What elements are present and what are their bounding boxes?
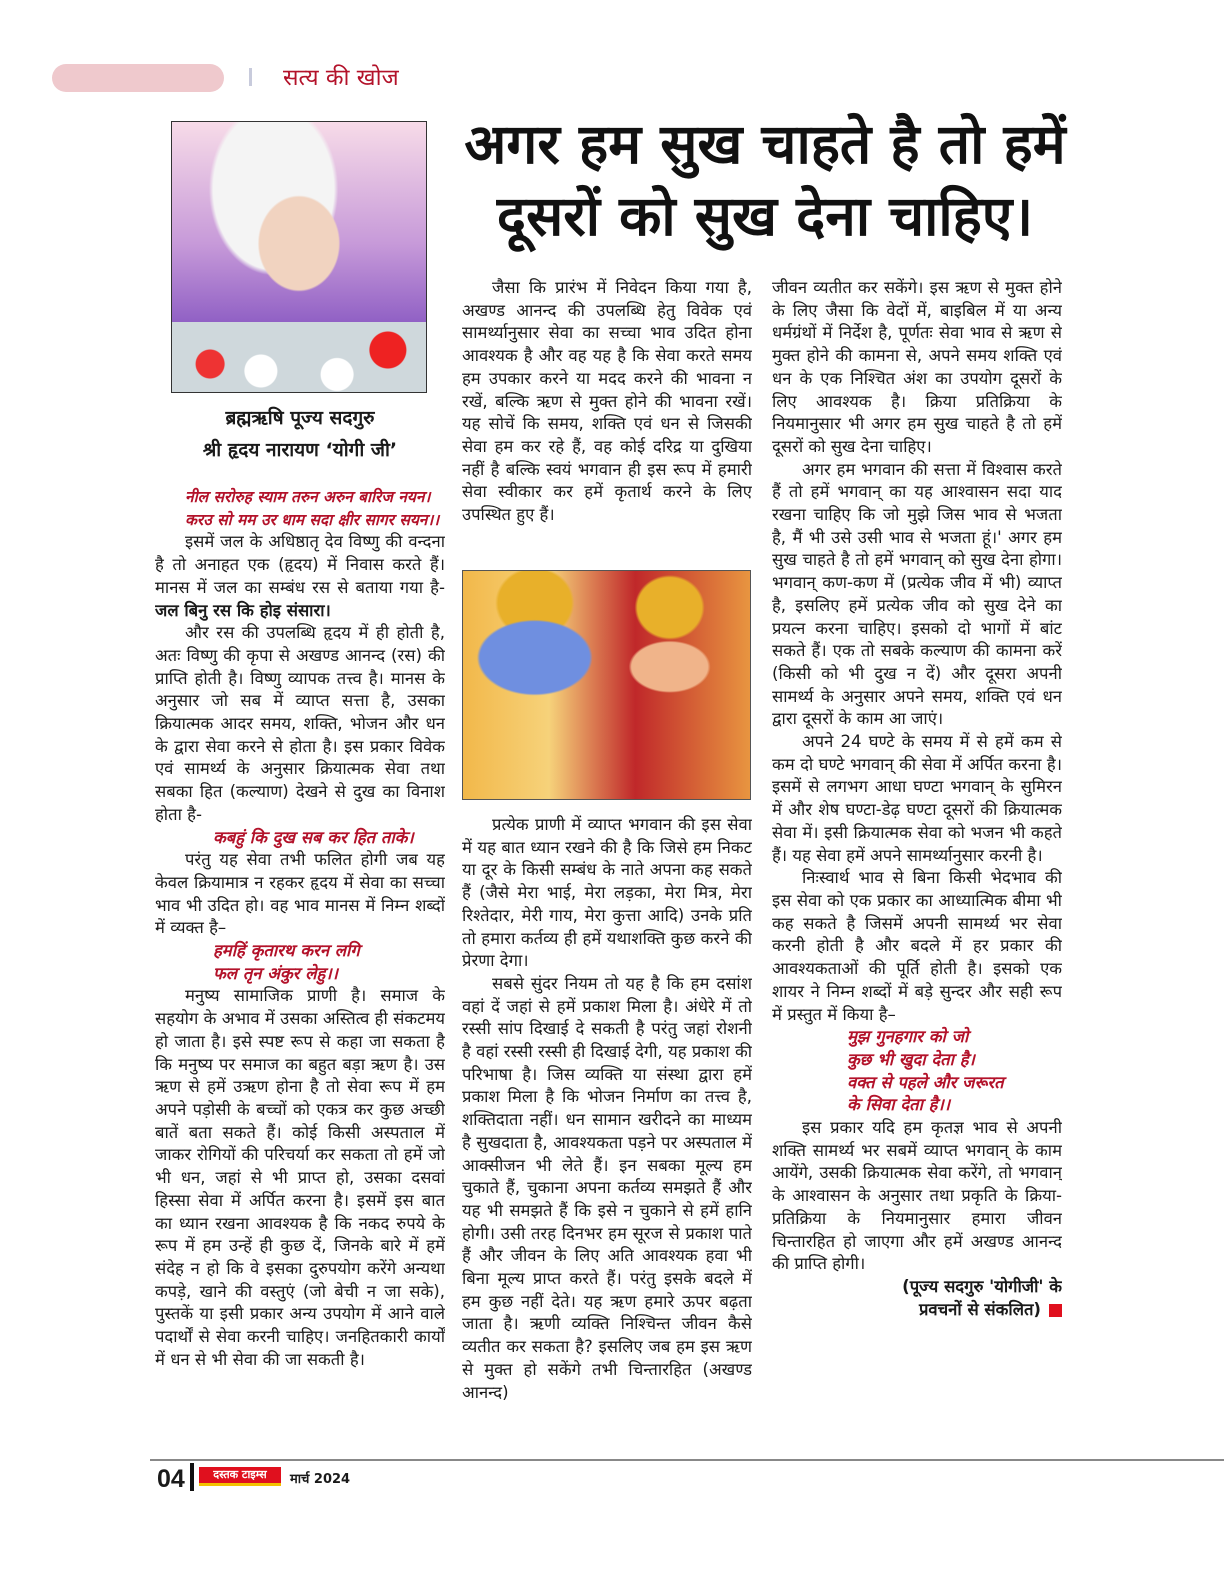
headline-line-2: दूसरों को सुख देना चाहिए। bbox=[496, 184, 1034, 248]
verse-line: फल तृन अंकुर लेहु।। bbox=[213, 963, 338, 983]
deity-image bbox=[462, 570, 751, 800]
header-divider bbox=[249, 68, 252, 86]
verse-line: मुझ गुनहगार को जो bbox=[847, 1027, 969, 1047]
article-column-1 bbox=[155, 486, 445, 1446]
article-column-2-top bbox=[462, 277, 752, 562]
section-title: सत्य की खोज bbox=[283, 65, 399, 91]
verse-line: वक्त से पहले और जरूरत bbox=[847, 1072, 1004, 1092]
page-number: 04 bbox=[157, 1465, 185, 1493]
verse-line: के सिवा देता है।। bbox=[847, 1095, 951, 1115]
header-pill bbox=[52, 64, 224, 92]
body-paragraph: प्रत्येक प्राणी में व्याप्त भगवान की इस सेवा में यह बात ध्यान रखने की है कि जिसे हम निकट या दूर के किसी सम्बंध के नाते अपना कह सकते हैं (जैसे मेरा भाई, मेरा लड़का, मेरा मित्र, मेरा रिश्तेदार, मेरी गाय, मेरा कुत्ता आदि) उनके प्रति तो हमारा कर्तव्य ही हमें यथाशक्ति कुछ करने की प्रेरणा देगा। bbox=[462, 815, 752, 971]
article-column-2-bottom bbox=[462, 814, 752, 1444]
magazine-logo: दस्तक टाइम्स bbox=[199, 1467, 281, 1486]
end-mark-icon bbox=[1049, 1304, 1062, 1317]
footer-divider bbox=[190, 1463, 194, 1491]
body-paragraph: अपने 24 घण्टे के समय में से हमें कम से कम दो घण्टे भगवान् की सेवा में अर्पित करना है। इसमें से लगभग आधा घण्टा भगवान् के सुमिरन में और शेष घण्टा-डेढ़ घण्टा दूसरों की क्रियात्मक सेवा में। इसी क्रियात्मक सेवा को भजन भी कहते हैं। यह सेवा हमें अपने सामर्थ्यानुसार करनी है। bbox=[772, 732, 1062, 865]
verse-line: हमहिं कृतारथ करन लगि bbox=[213, 941, 360, 961]
portrait-caption bbox=[160, 402, 440, 466]
body-paragraph: सबसे सुंदर नियम तो यह है कि हम दसांश वहां दें जहां से हमें प्रकाश मिला है। अंधेरे में तो रस्सी सांप दिखाई दे सकती है परंतु जहां रोशनी है वहां रस्सी रस्सी ही दिखाई देगी, यह प्रकाश की परिभाषा है। जिस व्यक्ति या संस्था द्वारा हमें प्रकाश मिला है कि भोजन निर्माण का तत्त्व है, शक्तिदाता नहीं। धन सामान खरीदने का माध्यम है सुखदाता है, आवश्यकता पड़ने पर अस्पताल में आक्सीजन भी लेते हैं। इन सबका मूल्य हम चुकाते हैं, चुकाना अपना कर्तव्य समझते हैं और यह भी समझते हैं कि इसे न चुकाने से हमें हानि होगी। उसी तरह दिनभर हम सूरज से प्रकाश पाते हैं और जीवन के लिए अति आवश्यक हवा भी बिना मूल्य प्राप्त करते हैं। परंतु इसके बदले में हम कुछ नहीं देते। यह ऋण हमारे ऊपर बढ़ता जाता है। ऋणी व्यक्ति निश्चिन्त जीवन कैसे व्यतीत कर सकता है? इसलिए जब हम इस ऋण से मुक्त हो सकेंगे तभी चिन्तारहित (अखण्ड आनन्द) bbox=[462, 973, 752, 1402]
headline-line-1: अगर हम सुख चाहते है तो हमें bbox=[464, 112, 1066, 176]
footer-rule bbox=[150, 1459, 1224, 1461]
article-credit bbox=[772, 1276, 1062, 1321]
body-paragraph: परंतु यह सेवा तभी फलित होगी जब यह केवल क्रियामात्र न रहकर हृदय में सेवा का सच्चा भाव भी उदित हो। वह भाव मानस में निम्न शब्दों में व्यक्त है– bbox=[155, 850, 445, 938]
verse-line: नील सरोरुह स्याम तरुन अरुन बारिज नयन। bbox=[185, 488, 431, 506]
verse-line: कबहुं कि दुख सब कर हित ताके। bbox=[213, 827, 414, 847]
issue-date: मार्च 2024 bbox=[290, 1472, 351, 1487]
body-paragraph: जैसा कि प्रारंभ में निवेदन किया गया है, अखण्ड आनन्द की उपलब्धि हेतु विवेक एवं सामर्थ्यानुसार सेवा का सच्चा भाव उदित होना आवश्यक है और वह यह है कि सेवा करते समय हम उपकार करने या मदद करने की भावना न रखें, बल्कि ऋण से मुक्त होने की भावना रखें। यह सोचें कि समय, शक्ति एवं धन से जिसकी सेवा हम कर रहे हैं, वह कोई दरिद्र या दुखिया नहीं है बल्कि स्वयं भगवान ही इस रूप में हमारी सेवा स्वीकार कर हमें कृतार्थ करने के लिए उपस्थित हुए हैं। bbox=[462, 278, 752, 525]
body-paragraph: निःस्वार्थ भाव से बिना किसी भेदभाव की इस सेवा को एक प्रकार का आध्यात्मिक बीमा भी कह सकते है जिसमें अपनी सामर्थ्य भर सेवा करनी होती है और बदले में हर प्रकार की आवश्यकताओं की पूर्ति होती है। इसको एक शायर ने निम्न शब्दों में बड़े सुन्दर और सही रूप में प्रस्तुत में किया है– bbox=[772, 868, 1062, 1024]
body-paragraph: इस प्रकार यदि हम कृतज्ञ भाव से अपनी शक्ति सामर्थ्य भर सबमें व्याप्त भगवान् के काम आयेंगे, उसकी क्रियात्मक सेवा करेंगे, तो भगवान् के आश्वासन के अनुसार तथा प्रकृति के क्रिया-प्रतिक्रिया के नियमानुसार हमारा जीवन चिन्तारहित हो जाएगा और हमें अखण्ड आनन्द की प्राप्ति होगी। bbox=[772, 1118, 1062, 1274]
caption-line-1: ब्रह्मऋषि पूज्य सदगुरु bbox=[225, 407, 375, 429]
article-column-3 bbox=[772, 277, 1062, 1447]
article-headline bbox=[455, 108, 1075, 252]
body-paragraph: अगर हम भगवान की सत्ता में विश्वास करते हैं तो हमें भगवान् का यह आश्वासन सदा याद रखना चाहिए कि जो मुझे जिस भाव से भजता है, मैं भी उसे उसी भाव से भजता हूं।' अगर हम सुख चाहते है तो हमें भगवान् को सुख देना होगा। भगवान् कण-कण में (प्रत्येक जीव में भी) व्याप्त है, इसलिए हमें प्रत्येक जीव को सुख देने का प्रयत्न करना चाहिए। इसको दो भागों में बांट सकते हैं। एक तो सबके कल्याण की कामना करें (किसी को भी दुख न दें) और दूसरा अपनी सामर्थ्य के अनुसार अपने समय, शक्ति एवं धन द्वारा दूसरों के काम आ जाएं। bbox=[772, 459, 1062, 729]
caption-line-2: श्री हृदय नारायण ‘योगी जी’ bbox=[202, 439, 398, 461]
body-paragraph: मनुष्य सामाजिक प्राणी है। समाज के सहयोग के अभाव में उसका अस्तित्व ही संकटमय हो जाता है। इसे स्पष्ट रूप से कहा जा सकता है कि मनुष्य पर समाज का बहुत बड़ा ऋण है। उस ऋण से हमें उऋण होना है तो सेवा रूप में हम अपने पड़ोसी के बच्चों को एकत्र कर कुछ अच्छी बातें बता सकते हैं। कोई किसी अस्पताल में जाकर रोगियों की परिचर्या कर सकता तो हमें जो भी धन, जहां से भी प्राप्त हो, उसका दसवां हिस्सा सेवा में अर्पित करना है। इसमें इस बात का ध्यान रखना आवश्यक है कि नकद रुपये के रूप में हम उन्हें ही कुछ दें, जिनके बारे में हमें संदेह न हो कि वे इसका दुरुपयोग करेंगे अन्यथा कपड़े, खाने की वस्तुएं (जो बेची न जा सके), पुस्तकें या इसी प्रकार अन्य उपयोग में आने वाले पदार्थों से सेवा करनी चाहिए। जनहितकारी कार्यों में धन से भी सेवा की जा सकती है। bbox=[155, 986, 445, 1369]
bold-quote: जल बिनु रस कि होइ संसारा। bbox=[155, 600, 331, 620]
body-paragraph: और रस की उपलब्धि हृदय में ही होती है, अतः विष्णु की कृपा से अखण्ड आनन्द (रस) की प्राप्ति होती है। विष्णु व्यापक तत्त्व है। मानस के अनुसार जो सब में व्याप्त सत्ता है, उसका क्रियात्मक आदर समय, शक्ति, भोजन और धन के द्वारा सेवा करने से होता है। इस प्रकार विवेक एवं सामर्थ्य के अनुसार क्रियात्मक सेवा तथा सबका हित (कल्याण) देखने से दुख का विनाश होता है- bbox=[155, 623, 445, 824]
verse-line: कुछ भी खुदा देता है। bbox=[847, 1049, 975, 1069]
body-paragraph: इसमें जल के अधिष्ठातृ देव विष्णु की वन्दना है तो अनाहत एक (हृदय) में निवास करते हैं। मानस में जल का सम्बंध रस से बताया गया है- जल बिनु रस कि होइ संसारा। bbox=[155, 532, 445, 620]
credit-line-2: प्रवचनों से संकलित) bbox=[918, 1299, 1041, 1319]
body-paragraph: जीवन व्यतीत कर सकेंगे। इस ऋण से मुक्त होने के लिए जैसा कि वेदों में, बाइबिल में या अन्य धर्मग्रंथों में निर्देश है, पूर्णतः सेवा भाव से ऋण से मुक्त होने की कामना से, अपने समय शक्ति एवं धन के एक निश्चित अंश का उपयोग दूसरों के लिए आवश्यक है। क्रिया प्रतिक्रिया के नियमानुसार भी अगर हम सुख चाहते है तो हमें दूसरों को सुख देना चाहिए। bbox=[772, 278, 1062, 456]
garland bbox=[172, 322, 426, 392]
portrait-photo bbox=[171, 121, 427, 393]
verse-line: करउ सो मम उर धाम सदा क्षीर सागर सयन।। bbox=[185, 510, 440, 529]
credit-line-1: (पूज्य सदगुरु 'योगीजी' के bbox=[902, 1276, 1062, 1296]
